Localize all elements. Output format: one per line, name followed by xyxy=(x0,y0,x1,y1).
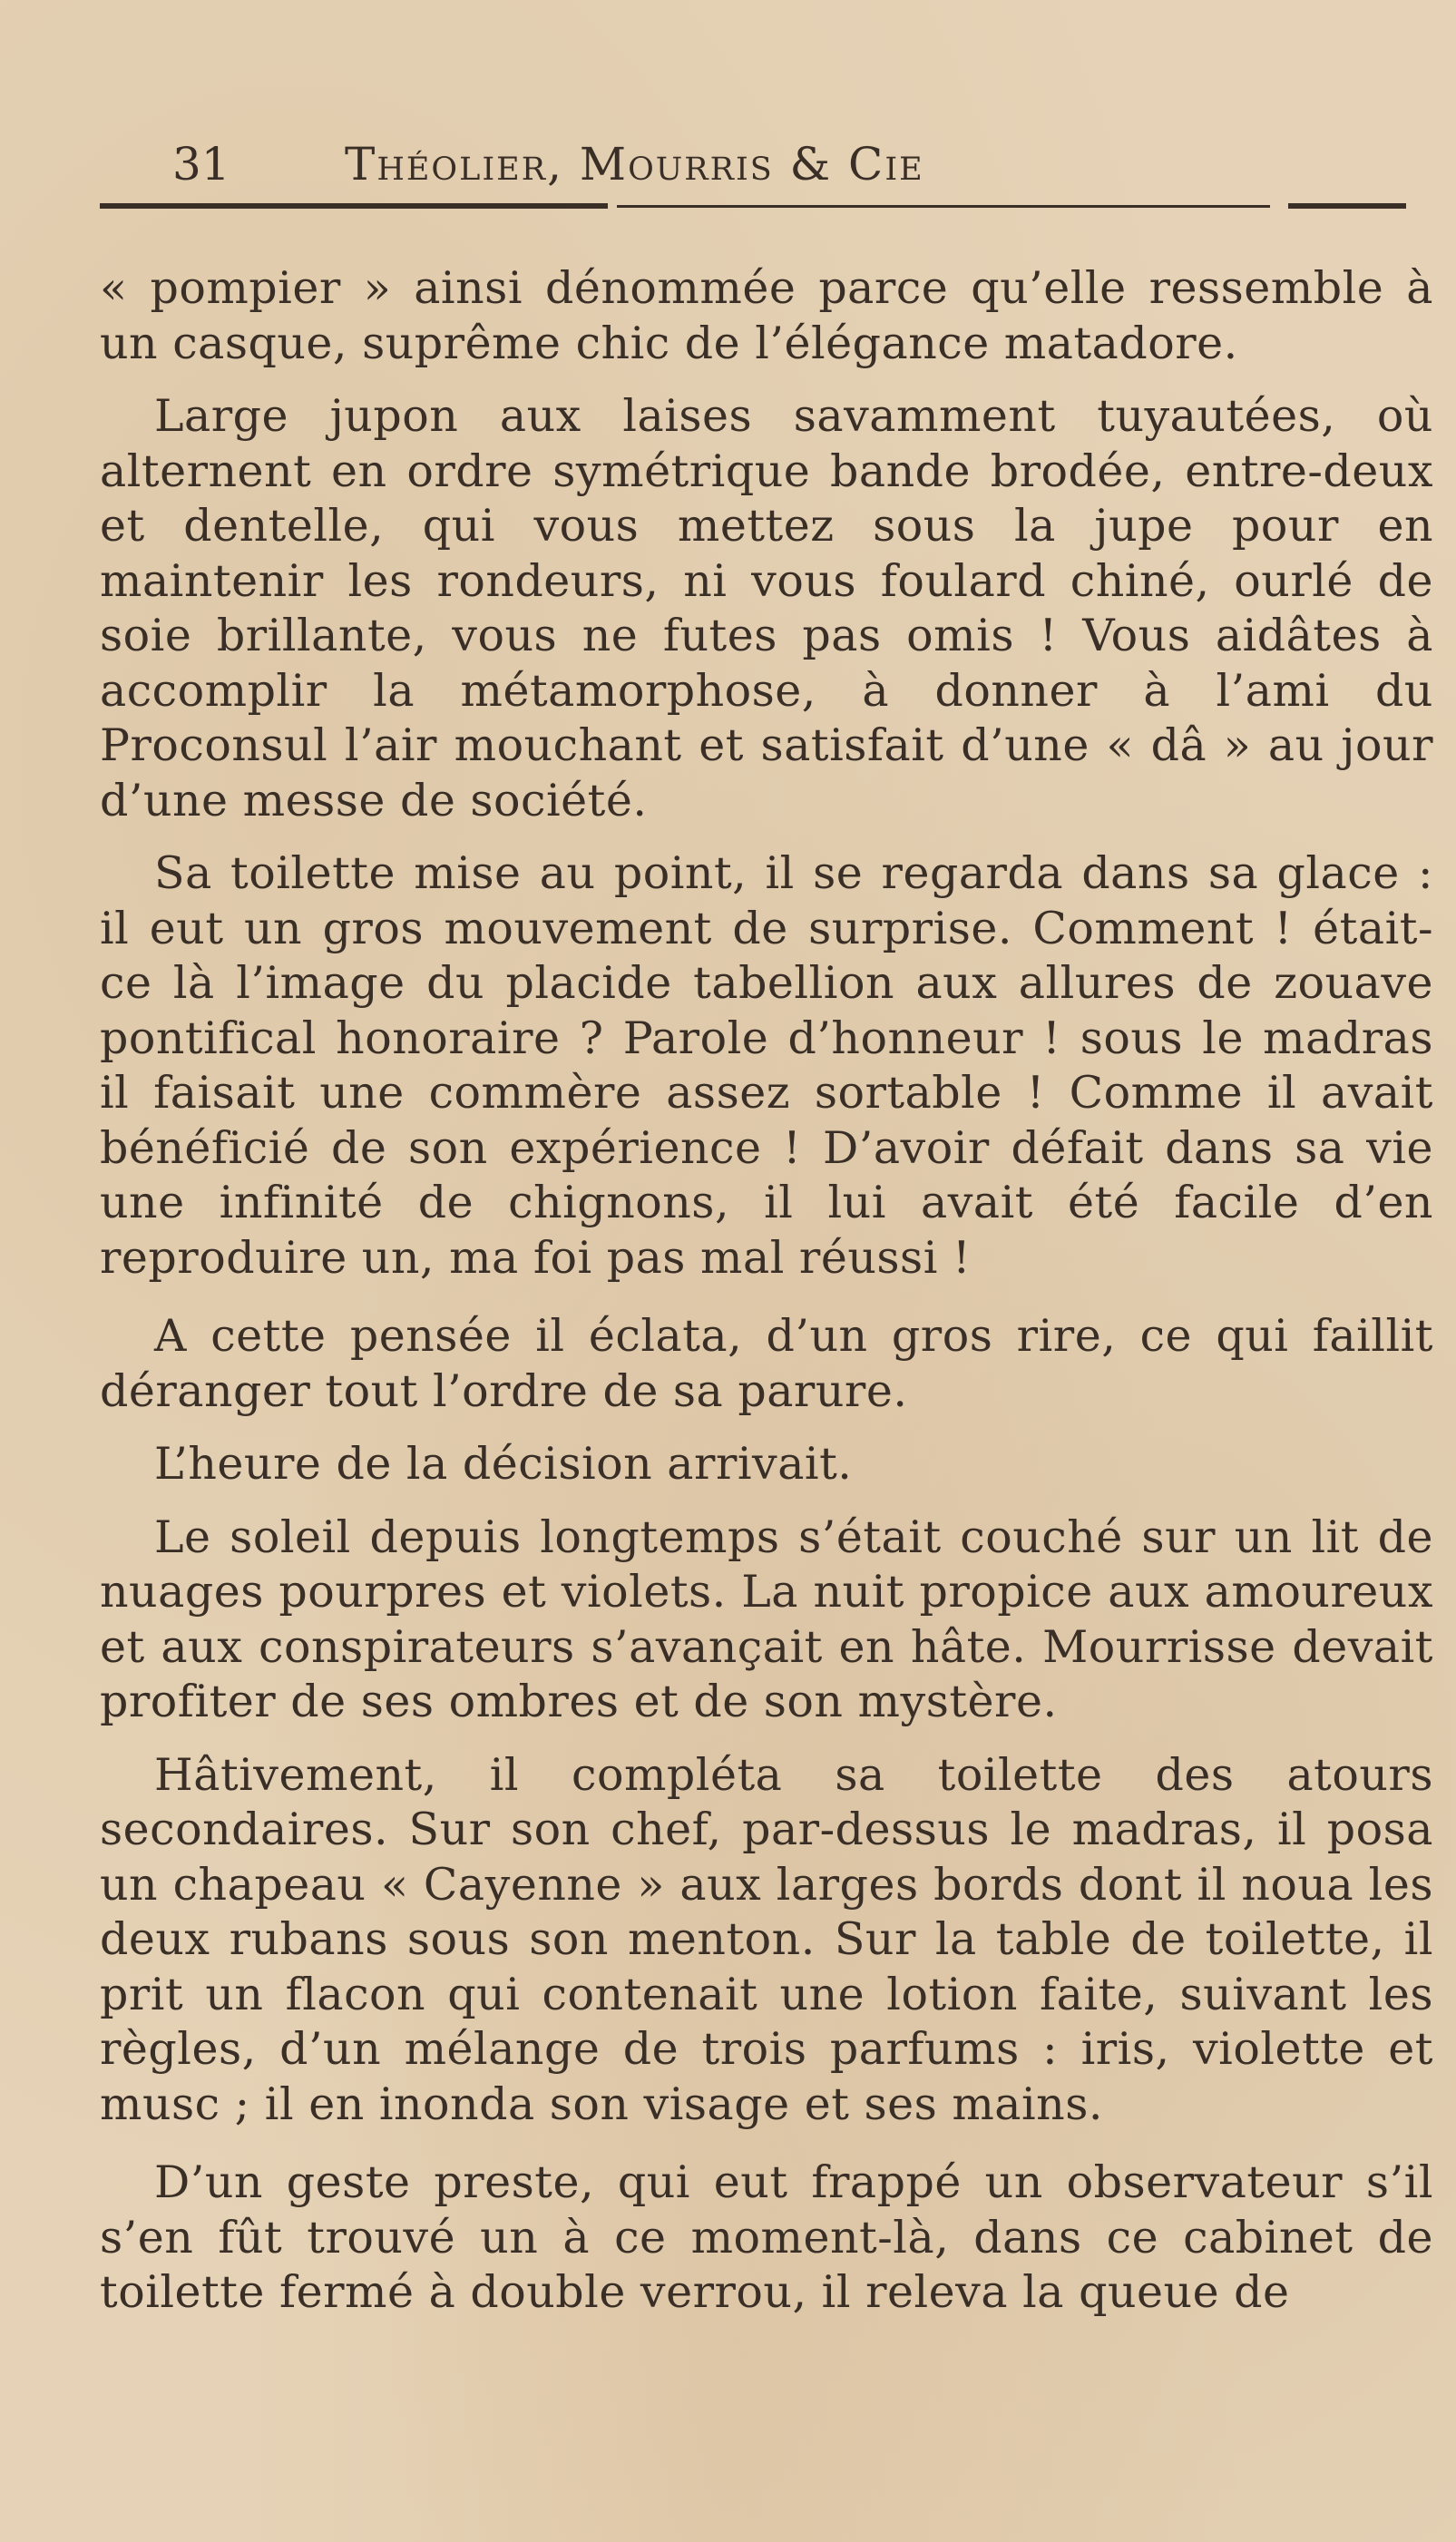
page-number: 31 xyxy=(172,138,230,191)
header-rule-left xyxy=(100,203,608,209)
paragraph-3: Sa toilette mise au point, il se regarda dans sa glace : il eut un gros mouvement de surprise. Comment ! était-ce là l’image du placide tabellion aux allures de zouave pontifical honoraire ? Parole d’honneur ! sous le madras il faisait une commère assez sortable ! Comme il avait bénéficié de son expérience ! D’avoir défait dans sa vie une infinité de chignons, il lui avait été facile d’en reproduire un, ma foi pas mal réussi ! xyxy=(100,847,1433,1284)
book-page xyxy=(100,109,1433,2321)
paragraph-6: Le soleil depuis longtemps s’était couché sur un lit de nuages pourpres et violets. La nuit propice aux amoureux et aux conspirateurs s’avançait en hâte. Mourrisse devait profiter de ses ombres et de son mystère. xyxy=(100,1511,1433,1727)
paragraph-4: A cette pensée il éclata, d’un gros rire, ce qui faillit déranger tout l’ordre de sa parure. xyxy=(100,1310,1433,1417)
paragraph-1: « pompier » ainsi dénommée parce qu’elle ressemble à un casque, suprême chic de l’élégance matadore. xyxy=(100,262,1433,369)
header-rule-middle xyxy=(617,205,1270,208)
header-rule-right xyxy=(1288,203,1406,209)
paragraph-8: D’un geste preste, qui eut frappé un observateur s’il s’en fût trouvé un à ce moment-là, dans ce cabinet de toilette fermé à double verrou, il releva la queue de xyxy=(100,2156,1433,2318)
paragraph-5: L’heure de la décision arrivait. xyxy=(154,1438,853,1490)
running-head: Théolier, Mourris & Cie xyxy=(345,138,924,191)
page-header xyxy=(100,109,1433,191)
paragraph-2: Large jupon aux laises savamment tuyautées, où alternent en ordre symétrique bande brodée, entre-deux et dentelle, qui vous mettez sous la jupe pour en maintenir les rondeurs, ni vous foulard chiné, ourlé de soie brillante, vous ne futes pas omis ! Vous aidâtes à accomplir la métamorphose, à donner à l’ami du Proconsul l’air mouchant et satisfait d’une « dâ » au jour d’une messe de société. xyxy=(100,390,1433,826)
body-text xyxy=(100,261,1433,2321)
paragraph-7: Hâtivement, il compléta sa toilette des atours secondaires. Sur son chef, par-dessus le madras, il posa un chapeau « Cayenne » aux larges bords dont il noua les deux rubans sous son menton. Sur la table de toilette, il prit un flacon qui contenait une lotion faite, suivant les règles, d’un mélange de trois parfums : iris, violette et musc ; il en inonda son visage et ses mains. xyxy=(100,1748,1433,2130)
